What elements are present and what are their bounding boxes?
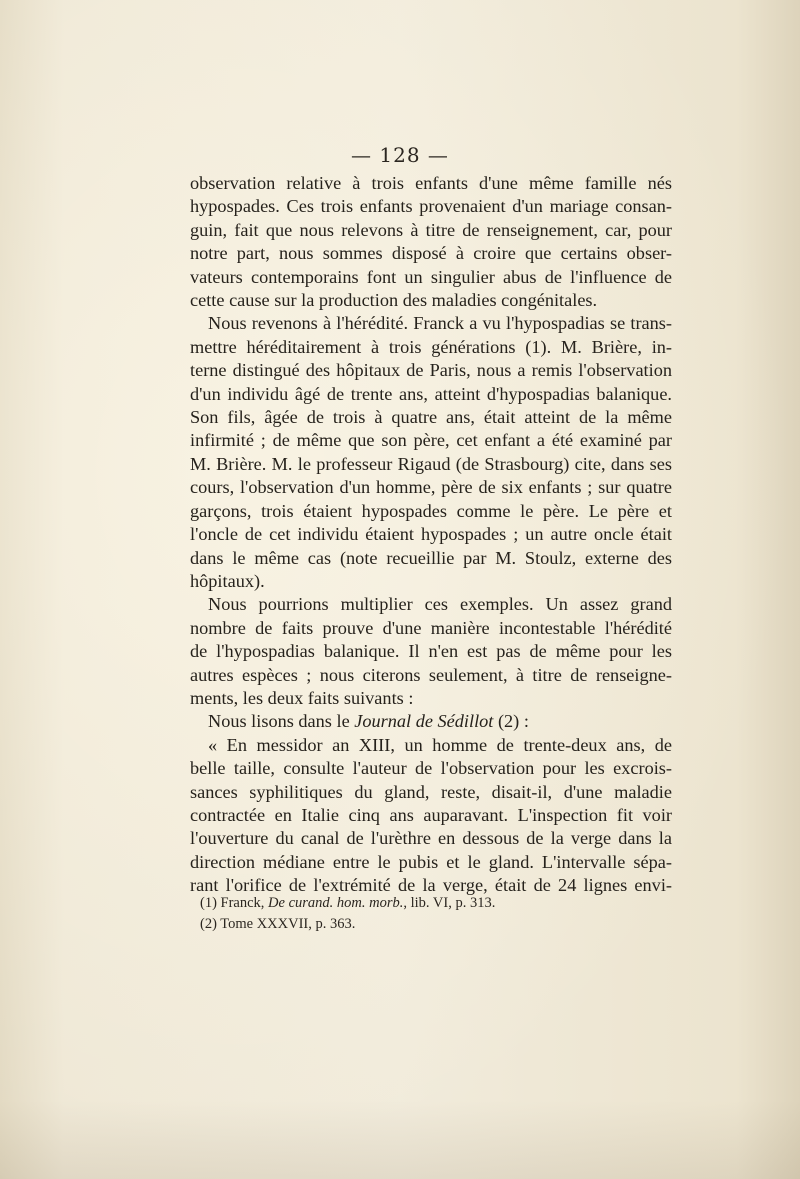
- text-line: rant l'orifice de l'extrémité de la verge, était de 24 lignes envi-: [190, 875, 672, 896]
- text-line: mettre héréditairement à trois générations (1). M. Brière, in-: [190, 336, 672, 357]
- text-line: notre part, nous sommes disposé à croire que certains obser-: [190, 243, 672, 264]
- page-number: — 128 —: [351, 143, 449, 167]
- text-line: Son fils, âgée de trois à quatre ans, était atteint de la même: [190, 407, 672, 428]
- page-shadow: [0, 1100, 800, 1179]
- text-line: infirmité ; de même que son père, cet enfant a été examiné par: [190, 430, 672, 451]
- text-line: ments, les deux faits suivants :: [190, 687, 414, 708]
- text-line: de l'hypospadias balanique. Il n'en est pas de même pour les: [190, 641, 672, 662]
- text-line: sances syphilitiques du gland, reste, disait-il, d'une maladie: [190, 781, 672, 802]
- text-line: belle taille, consulte l'auteur de l'observation pour les excrois-: [190, 758, 672, 779]
- footnote: (2) Tome XXXVII, p. 363.: [200, 916, 356, 932]
- text-line: Nous revenons à l'hérédité. Franck a vu l'hypospadias se trans-: [208, 313, 672, 334]
- text-line: Nous lisons dans le Journal de Sédillot (2) :: [208, 711, 529, 732]
- text-line: Nous pourrions multiplier ces exemples. Un assez grand: [208, 594, 672, 615]
- text-line: cette cause sur la production des maladies congénitales.: [190, 290, 598, 311]
- text-line: l'oncle de cet individu étaient hypospades ; un autre oncle était: [190, 524, 672, 545]
- text-line: « En messidor an XIII, un homme de trente-deux ans, de: [208, 734, 672, 755]
- text-line: cours, l'observation d'un homme, père de six enfants ; sur quatre: [190, 477, 672, 498]
- text-line: hôpitaux).: [190, 570, 265, 591]
- text-line: observation relative à trois enfants d'une même famille nés: [190, 173, 672, 193]
- text-line: M. Brière. M. le professeur Rigaud (de Strasbourg) cite, dans ses: [190, 453, 672, 474]
- text-line: terne distingué des hôpitaux de Paris, nous a remis l'observation: [190, 360, 672, 381]
- text-line: garçons, trois étaient hypospades comme le père. Le père et: [190, 500, 672, 521]
- footnote: (1) Franck, De curand. hom. morb., lib. VI, p. 313.: [200, 895, 496, 911]
- text-line: contractée en Italie cinq ans auparavant. L'inspection fit voir: [190, 804, 672, 825]
- text-line: dans le même cas (note recueillie par M. Stoulz, externe des: [190, 547, 672, 568]
- text-line: vateurs contemporains font un singulier abus de l'influence de: [190, 266, 672, 287]
- text-line: hypospades. Ces trois enfants provenaient d'un mariage consan-: [190, 196, 672, 217]
- text-line: autres espèces ; nous citerons seulement, à titre de renseigne-: [190, 664, 672, 685]
- text-line: direction médiane entre le pubis et le gland. L'intervalle sépa-: [190, 851, 672, 872]
- text-line: l'ouverture du canal de l'urèthre en dessous de la verge dans la: [190, 828, 672, 849]
- text-line: guin, fait que nous relevons à titre de renseignement, car, pour: [190, 219, 672, 240]
- footnotes: [200, 893, 660, 935]
- body-text: [190, 172, 672, 898]
- text-line: nombre de faits prouve d'une manière incontestable l'hérédité: [190, 617, 672, 638]
- text-line: d'un individu âgé de trente ans, atteint d'hypospadias balanique.: [190, 383, 672, 404]
